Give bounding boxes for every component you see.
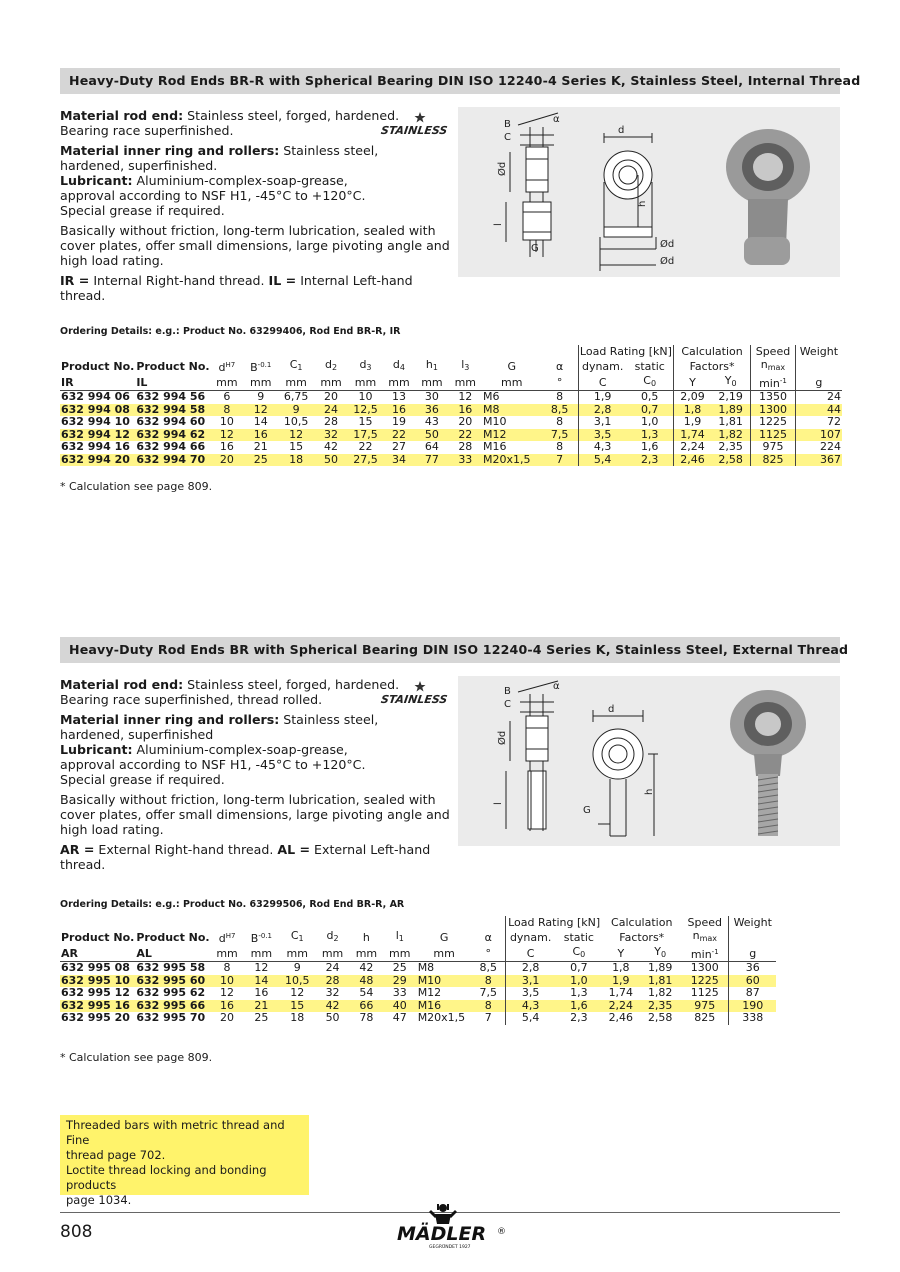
table-cell: 78 — [359, 1011, 374, 1024]
table-cell: 32 — [314, 429, 348, 442]
table-cell: M16 — [417, 1000, 472, 1013]
table-cell: 12 — [211, 429, 243, 442]
table-cell: 18 — [290, 1011, 305, 1024]
table-cell: 33 — [392, 986, 407, 999]
description: Material rod end: Stainless steel, forged, hardened. Bearing race superfinished. Material inner ring and rollers: Stainless steel, hardened, superfinished. Lubricant: Aluminium-complex-soap-grease, approval according to NSF H1, -45°C to +120°C. Special grease if required. Basically without friction, long-term lubrication, sealed with cover plates, offer small dimensions, large pivoting angle and high load rating. IR = Internal Right-hand thread. IL = Internal Left-hand thread. — [60, 108, 450, 303]
table-cell: 25 — [392, 961, 407, 974]
table-cell: 6,75 — [283, 390, 309, 403]
table-cell: 20 — [211, 454, 243, 467]
svg-text:STAINLESS: STAINLESS — [380, 124, 449, 137]
table-cell: 27,5 — [348, 454, 383, 467]
table-cell: 2,19 — [718, 390, 743, 403]
note-line: Loctite thread locking and bonding products — [66, 1163, 267, 1192]
table-cell: 1,8 — [612, 961, 630, 974]
table-cell: 29 — [383, 975, 417, 988]
table-cell: 1,9 — [673, 416, 711, 429]
svg-text:Ød: Ød — [660, 239, 675, 250]
table-cell: 1300 — [690, 961, 719, 974]
table-cell: 632 995 58 — [136, 961, 206, 974]
table-cell: 16 — [243, 429, 278, 442]
table-cell: 3,1 — [578, 416, 626, 429]
table-cell: 42 — [359, 961, 374, 974]
table-cell: 28 — [324, 415, 339, 428]
table-cell: M16 — [483, 440, 507, 453]
table-cell: M6 — [483, 390, 500, 403]
table-cell: 7 — [484, 1011, 492, 1024]
table-cell: 64 — [424, 440, 439, 453]
table-row — [60, 962, 776, 975]
svg-text:α: α — [553, 681, 560, 692]
note-line: page 1034. — [66, 1193, 132, 1207]
table-cell: 1225 — [681, 975, 729, 988]
table-cell: 18 — [278, 454, 313, 467]
table-cell: 54 — [359, 986, 374, 999]
table-cell: 4,3 — [505, 1000, 555, 1013]
table-cell: 2,3 — [570, 1011, 588, 1024]
table-cell: 28 — [315, 975, 350, 988]
note-line: thread page 702. — [66, 1148, 166, 1162]
svg-text:Ød: Ød — [497, 161, 508, 176]
table-cell: 632 994 06 — [61, 390, 130, 403]
table-cell: 632 995 60 — [135, 975, 210, 988]
table-cell: 632 994 08 — [60, 404, 135, 417]
table-cell: 42 — [315, 1000, 350, 1013]
table-cell: 16 — [449, 404, 482, 417]
table-cell: 1,82 — [711, 429, 751, 442]
table-cell: 632 995 66 — [135, 1000, 210, 1013]
section-title: Heavy-Duty Rod Ends BR-R with Spherical Bearing DIN ISO 12240-4 Series K, Stainless Steel, Internal Thread — [60, 68, 840, 94]
svg-text:STAINLESS: STAINLESS — [380, 693, 449, 706]
table-cell: 190 — [729, 1000, 776, 1013]
table-cell: M8 — [482, 404, 541, 417]
table-cell: 367 — [795, 454, 842, 467]
table-cell: 2,8 — [505, 962, 555, 975]
table-cell: 16 — [219, 440, 234, 453]
svg-text:C: C — [504, 132, 511, 143]
table-row — [60, 987, 776, 1000]
maedler-logo — [393, 1200, 511, 1250]
table-cell: 1,9 — [578, 391, 626, 404]
table-cell: 16 — [254, 986, 269, 999]
ordering-details: Ordering Details: e.g.: Product No. 63299406, Rod End BR-R, IR — [60, 326, 401, 337]
table-cell: 60 — [729, 975, 776, 988]
table-cell: 338 — [729, 1012, 776, 1025]
table-cell: 2,46 — [673, 454, 711, 467]
table-cell: 8 — [472, 975, 506, 988]
table-cell: 10 — [219, 415, 234, 428]
table-row — [60, 454, 842, 467]
svg-text:d: d — [608, 704, 615, 715]
table-cell: 72 — [795, 416, 842, 429]
table-cell: 47 — [392, 1011, 407, 1024]
cross-reference-note — [60, 1115, 309, 1207]
table-cell: 1125 — [751, 429, 796, 442]
table-cell: 66 — [350, 1000, 383, 1013]
table-cell: 0,7 — [626, 404, 673, 417]
table-cell: 8 — [211, 404, 243, 417]
table-cell: 5,4 — [578, 454, 626, 467]
svg-text:h: h — [644, 788, 655, 795]
svg-text:MÄDLER: MÄDLER — [397, 1223, 487, 1245]
table-cell: 3,1 — [505, 975, 555, 988]
footnote: * Calculation see page 809. — [60, 1051, 213, 1064]
table-cell: 1,0 — [640, 415, 659, 428]
table-cell: 632 994 60 — [136, 415, 206, 428]
table-cell: 9 — [257, 390, 265, 403]
table-cell: 632 995 20 — [61, 1011, 130, 1024]
table-cell: 8 — [472, 1000, 506, 1013]
svg-text:Ød: Ød — [497, 730, 508, 745]
svg-text:l: l — [493, 223, 504, 226]
technical-drawing-external — [458, 676, 840, 846]
table-cell: 20 — [458, 415, 473, 428]
table-cell: 25 — [254, 1011, 269, 1024]
spec-table-external: Load Rating [kN] Calculation Speed Weight Product No. Product No. $d^{H7}$ $B^{-0.1}$ $C_1$ $d_2$ h $l_1$ G α dynam. static Factors* $n_{max}$ AR AL mm mm mm mm mm mm mm ° C $C_0$ Y $Y_0$ $\min^{-1}$ g 632 995 08 632 995 58 8 12 9 24 42 25 M8 8,5 2,8 0,7 1,8 1,89 1300 36 632 995 10 632 995 60 10 14 10,5 28 48 29 M10 8 3,1 1,0 1,9 1,81 1225 60 632 995 12 632 995 62 12 16 12 32 54 33 M12 7,5 3,5 1,3 1,74 1,82 1125 87 632 995 16 632 995 66 16 21 15 42 66 40 M16 8 4,3 1,6 2,24 2,35 975 190 632 995 20 632 995 70 20 25 18 50 78 47 M20x1,5 7 5,4 2,3 2,46 2,58 825 338 — [60, 916, 776, 1025]
table-cell: 632 994 56 — [136, 390, 206, 403]
table-cell: 28 — [458, 440, 473, 453]
table-cell: M10 — [483, 415, 507, 428]
table-cell: 12 — [243, 404, 278, 417]
table-row — [60, 1012, 776, 1025]
stainless-badge-icon — [380, 110, 449, 140]
table-cell: 8,5 — [541, 404, 578, 417]
svg-text:®: ® — [497, 1227, 506, 1237]
technical-drawing-internal — [458, 107, 840, 277]
table-cell: 15 — [358, 415, 373, 428]
svg-text:B: B — [504, 119, 511, 130]
table-cell: 1,74 — [673, 429, 711, 442]
table-cell: 632 994 58 — [135, 404, 210, 417]
table-cell: 632 995 62 — [136, 986, 206, 999]
table-cell: 22 — [358, 440, 373, 453]
table-cell: 50 — [415, 429, 448, 442]
table-cell: 36 — [415, 404, 448, 417]
table-cell: 224 — [795, 441, 842, 454]
table-cell: 975 — [681, 1000, 729, 1013]
table-cell: 34 — [383, 454, 415, 467]
table-cell: 2,46 — [608, 1011, 634, 1024]
table-cell: 44 — [795, 404, 842, 417]
table-cell: 12 — [254, 961, 269, 974]
section-title: Heavy-Duty Rod Ends BR with Spherical Bearing DIN ISO 12240-4 Series K, Stainless Steel, External Thread — [60, 637, 840, 663]
table-cell: 10 — [211, 975, 244, 988]
table-cell: 2,8 — [578, 404, 626, 417]
table-cell: 9 — [293, 961, 301, 974]
table-cell: 7 — [541, 454, 578, 467]
table-row — [60, 391, 842, 404]
table-cell: 15 — [289, 440, 304, 453]
svg-text:h: h — [637, 200, 648, 207]
table-cell: 20 — [324, 390, 339, 403]
table-cell: 632 995 16 — [60, 1000, 135, 1013]
table-cell: 2,24 — [602, 1000, 639, 1013]
page-number: 808 — [60, 1222, 93, 1242]
table-cell: 19 — [391, 415, 406, 428]
table-cell: 2,35 — [639, 1000, 681, 1013]
table-cell: M20x1,5 — [417, 1011, 466, 1024]
table-cell: 1300 — [751, 404, 796, 417]
table-cell: 0,7 — [570, 961, 588, 974]
table-cell: 2,3 — [626, 454, 673, 467]
svg-text:GEGRÜNDET 1927: GEGRÜNDET 1927 — [429, 1245, 471, 1250]
table-cell: 632 995 70 — [136, 1011, 206, 1024]
svg-text:α: α — [553, 114, 560, 125]
table-cell: 77 — [415, 454, 448, 467]
table-cell: 43 — [424, 415, 439, 428]
note-line: Threaded bars with metric thread and Fine — [66, 1118, 285, 1147]
table-cell: 3,5 — [578, 429, 626, 442]
table-cell: 8 — [223, 961, 231, 974]
svg-text:G: G — [583, 805, 591, 816]
table-cell: 632 995 08 — [61, 961, 130, 974]
table-row — [60, 416, 842, 429]
svg-text:Ød: Ød — [660, 256, 675, 267]
table-cell: 1125 — [690, 986, 719, 999]
table-cell: 33 — [449, 454, 482, 467]
table-cell: 632 994 62 — [135, 429, 210, 442]
section-internal-thread — [60, 68, 861, 493]
table-cell: 632 994 70 — [135, 454, 210, 467]
spec-table-internal: Load Rating [kN] Calculation Speed Weight Product No. Product No. $d^{H7}$ $B^{-0.1}$ $C_1$ $d_2$ $d_3$ $d_4$ $h_1$ $l_3$ G α dynam. static Factors* $n_{max}$ IR IL mm mm mm mm mm mm mm mm mm ° C $C_0$ Y $Y_0$ $\min^{-1}$ g 632 994 06 632 994 56 6 9 6,75 20 10 13 30 12 M6 8 1,9 0,5 2,09 2,19 1350 24 632 994 08 632 994 58 8 12 9 24 12,5 16 36 16 M8 8,5 2,8 0,7 1,8 1,89 1300 44 632 994 10 632 994 60 10 14 10,5 28 15 19 43 20 M10 8 3,1 1,0 1,9 1,81 1225 72 632 994 12 632 994 62 12 16 12 32 17,5 22 50 22 M12 7,5 3,5 1,3 1,74 1,82 1125 107 632 994 16 632 994 66 16 21 15 42 22 27 64 28 M16 8 4,3 1,6 2,24 2,35 975 224 632 994 20 632 994 70 20 25 18 50 27,5 34 77 33 M20x1,5 7 5,4 2,3 2,46 2,58 825 367 — [61, 345, 841, 466]
ordering-details: Ordering Details: e.g.: Product No. 63299506, Rod End BR-R, AR — [60, 899, 405, 910]
svg-text:G: G — [531, 243, 539, 254]
table-cell: 32 — [325, 986, 340, 999]
table-cell: 27 — [391, 440, 406, 453]
table-cell: 8 — [556, 390, 564, 403]
table-cell: 5,4 — [505, 1012, 555, 1025]
table-cell: M8 — [417, 961, 435, 974]
table-cell: 825 — [751, 454, 796, 467]
table-cell: 632 995 10 — [60, 975, 135, 988]
table-cell: 632 994 20 — [60, 454, 135, 467]
table-cell: 1,0 — [555, 975, 602, 988]
description: Material rod end: Stainless steel, forged, hardened. Bearing race superfinished, thread rolled. Material inner ring and rollers: Stainless steel, hardened, superfinished Lubricant: Aluminium-complex-soap-grease, approval according to NSF H1, -45°C to +120°C. Special grease if required. Basically without friction, long-term lubrication, sealed with cover plates, offer small dimensions, large pivoting angle and high load rating. AR = External Right-hand thread. AL = External Left-hand thread. — [60, 677, 450, 872]
table-cell: 87 — [729, 987, 776, 1000]
table-cell: 21 — [253, 440, 268, 453]
table-cell: 50 — [325, 1011, 340, 1024]
table-cell: 14 — [243, 975, 279, 988]
table-cell: 2,35 — [718, 440, 743, 453]
svg-text:C: C — [504, 699, 511, 710]
table-cell: 1,89 — [647, 961, 673, 974]
table-cell: 632 994 66 — [136, 440, 206, 453]
table-cell: 16 — [383, 404, 415, 417]
table-cell: 632 994 16 — [61, 440, 130, 453]
table-cell: 24 — [795, 391, 842, 404]
table-cell: 975 — [751, 441, 796, 454]
table-cell: M12 — [417, 986, 442, 999]
table-cell: 1,6 — [555, 1000, 602, 1013]
table-cell: 8 — [556, 440, 564, 453]
table-cell: 4,3 — [578, 441, 626, 454]
table-cell: 24 — [325, 961, 340, 974]
table-cell: 632 994 10 — [61, 415, 130, 428]
table-cell: 107 — [795, 429, 842, 442]
table-cell: 13 — [391, 390, 406, 403]
table-row — [60, 441, 842, 454]
table-cell: 3,5 — [505, 987, 555, 1000]
table-cell: M12 — [482, 429, 541, 442]
table-cell: M10 — [417, 975, 472, 988]
table-cell: 1,9 — [602, 975, 639, 988]
table-cell: 8 — [556, 415, 564, 428]
table-cell: 1,3 — [626, 429, 673, 442]
stainless-badge-icon — [380, 679, 449, 709]
spec-rows-internal — [60, 391, 842, 467]
table-cell: 0,5 — [640, 390, 659, 403]
table-cell: 6 — [223, 390, 231, 403]
table-cell: 1,81 — [718, 415, 743, 428]
table-cell: 50 — [314, 454, 348, 467]
table-cell: 12 — [278, 429, 313, 442]
table-cell: 2,58 — [711, 454, 751, 467]
table-cell: 632 995 12 — [61, 986, 130, 999]
table-cell: 22 — [383, 429, 415, 442]
table-cell: 16 — [211, 1000, 244, 1013]
table-cell: 632 994 12 — [60, 429, 135, 442]
table-cell: 10,5 — [279, 975, 315, 988]
table-cell: 1,8 — [673, 404, 711, 417]
table-cell: 20 — [220, 1011, 235, 1024]
table-cell: 8,5 — [479, 961, 497, 974]
table-cell: 21 — [243, 1000, 279, 1013]
table-cell: 2,24 — [673, 441, 711, 454]
table-cell: 22 — [449, 429, 482, 442]
table-cell: 14 — [253, 415, 268, 428]
table-cell: 12 — [220, 986, 235, 999]
table-cell: 42 — [324, 440, 339, 453]
table-cell: M20x1,5 — [482, 454, 541, 467]
table-cell: 24 — [314, 404, 348, 417]
table-cell: 10,5 — [283, 415, 309, 428]
table-cell: 1,3 — [570, 986, 588, 999]
table-cell: 1350 — [751, 391, 796, 404]
table-cell: 1,6 — [640, 440, 659, 453]
spec-rows-external — [60, 962, 776, 1025]
table-cell: 12 — [290, 986, 305, 999]
svg-text:l: l — [493, 802, 504, 805]
table-cell: 1,82 — [647, 986, 673, 999]
svg-text:d: d — [618, 125, 625, 136]
table-cell: 2,09 — [673, 391, 711, 404]
svg-text:B: B — [504, 686, 511, 697]
table-cell: 10 — [358, 390, 373, 403]
table-cell: 30 — [424, 390, 439, 403]
table-cell: 2,58 — [647, 1011, 673, 1024]
table-cell: 7,5 — [479, 986, 497, 999]
table-cell: 15 — [279, 1000, 315, 1013]
section-external-thread — [60, 637, 849, 1064]
table-cell: 7,5 — [541, 429, 578, 442]
table-cell: 1225 — [751, 416, 796, 429]
table-cell: 12,5 — [348, 404, 383, 417]
table-cell: 1,81 — [639, 975, 681, 988]
table-cell: 36 — [729, 962, 776, 975]
table-cell: 40 — [383, 1000, 417, 1013]
table-cell: 825 — [694, 1011, 716, 1024]
table-cell: 12 — [458, 390, 473, 403]
table-cell: 48 — [350, 975, 383, 988]
table-cell: 1,74 — [608, 986, 634, 999]
table-cell: 1,89 — [711, 404, 751, 417]
footnote: * Calculation see page 809. — [60, 480, 213, 493]
table-cell: 9 — [278, 404, 313, 417]
table-cell: 25 — [243, 454, 278, 467]
table-cell: 17,5 — [348, 429, 383, 442]
